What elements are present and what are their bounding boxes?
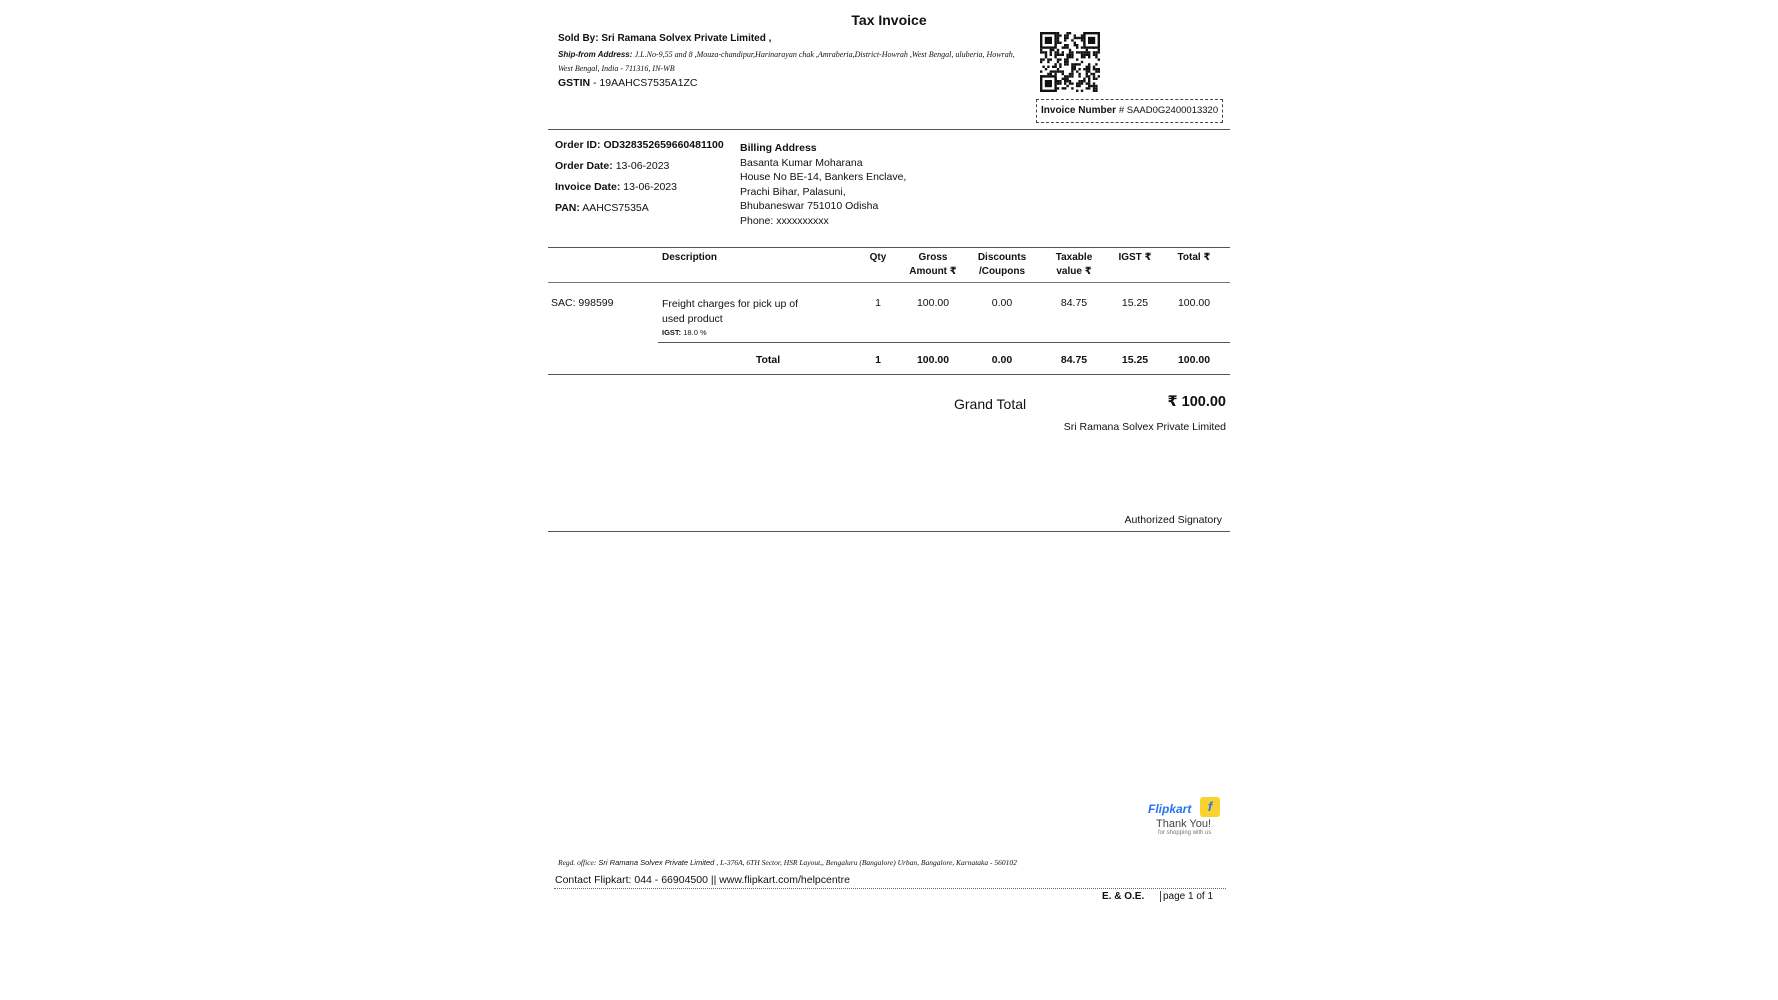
billing-line3: Bhubaneswar 751010 Odisha [740, 200, 879, 212]
signature-rule [548, 531, 1230, 532]
header-gross-line1: Gross [918, 252, 948, 263]
header-description: Description [662, 252, 718, 263]
regd-label: Regd. office: [558, 858, 597, 867]
billing-line2: Prachi Bihar, Palasuni, [740, 185, 846, 198]
eoe: E. & O.E. [1102, 891, 1145, 902]
header-igst: IGST ₹ [1118, 252, 1152, 263]
row-discount: 0.00 [991, 297, 1013, 309]
sold-by-label: Sold By: [558, 33, 599, 44]
header-qty: Qty [869, 252, 887, 263]
billing-name: Basanta Kumar Moharana [740, 156, 863, 169]
row-qty: 1 [875, 297, 881, 309]
gstin-label: GSTIN [558, 77, 591, 89]
row-gross: 100.00 [916, 297, 950, 309]
page-title: Tax Invoice [851, 12, 927, 28]
thank-you-sub: for shopping with us [1158, 830, 1212, 836]
flipkart-bag-icon: f [1200, 797, 1220, 817]
page-number: page 1 of 1 [1160, 891, 1213, 902]
order-date [555, 160, 669, 172]
ship-from-value: J.L.No-9,55 and 8 ,Mouza-chandipur,Harinarayan chak ,Amraberia,District-Howrah ,West Bengal, uluberia, Howrah, West Bengal, India - 711316, IN-WB [558, 50, 1015, 73]
invoice-page [548, 0, 1230, 1000]
row-sac: SAC: 998599 [551, 297, 614, 309]
brand-name: Flipkart [1148, 802, 1192, 816]
qr-code-icon [1040, 32, 1100, 92]
ship-from-address [558, 48, 1018, 76]
invoice-number-label: Invoice Number [1041, 105, 1117, 116]
gstin-value: - 19AAHCS7535A1ZC [593, 77, 698, 89]
totals-taxable: 84.75 [1060, 354, 1088, 366]
order-id-value: OD328352659660481100 [603, 139, 724, 151]
header-rule [548, 282, 1230, 283]
order-date-label: Order Date: [555, 160, 613, 172]
table-bottom-rule [548, 374, 1230, 375]
invoice-date [555, 181, 677, 193]
sold-by-value: Sri Ramana Solvex Private Limited , [601, 33, 772, 44]
header-taxable-value [1044, 251, 1104, 279]
invoice-date-label: Invoice Date: [555, 181, 621, 193]
thank-you: Thank You! [1156, 818, 1212, 830]
footer-rule [554, 888, 1226, 889]
totals-total: 100.00 [1177, 354, 1211, 366]
contact-flipkart: Contact Flipkart: 044 - 66904500 || www.flipkart.com/helpcentre [555, 874, 850, 886]
billing-phone: Phone: xxxxxxxxxx [740, 214, 829, 227]
invoice-date-value: 13-06-2023 [623, 181, 677, 193]
row-igst: 15.25 [1121, 297, 1149, 309]
order-id-label: Order ID: [555, 139, 601, 151]
totals-label: Total [755, 354, 781, 366]
row-taxable: 84.75 [1060, 297, 1088, 309]
header-discounts-line2: /Coupons [978, 266, 1026, 277]
totals-igst: 15.25 [1121, 354, 1149, 366]
regd-company: Sri Ramana Solvex Private Limited [598, 858, 715, 867]
ship-from-label: Ship-from Address: [558, 50, 633, 59]
registered-office [558, 858, 1017, 867]
billing-address [740, 141, 906, 228]
row-igst-note [662, 326, 798, 341]
gstin [558, 77, 697, 89]
row-description [662, 297, 798, 341]
header-discounts-line1: Discounts [977, 252, 1027, 263]
billing-line1: House No BE-14, Bankers Enclave, [740, 171, 907, 183]
table-top-rule [548, 247, 1230, 248]
authorized-signatory: Authorized Signatory [1124, 514, 1222, 526]
row-description-line1: Freight charges for pick up of [662, 298, 798, 310]
header-gross-amount [898, 251, 968, 279]
totals-gross: 100.00 [916, 354, 950, 366]
billing-heading: Billing Address [740, 142, 817, 154]
divider [548, 129, 1230, 130]
totals-discount: 0.00 [991, 354, 1013, 366]
order-date-value: 13-06-2023 [615, 160, 670, 172]
regd-address: , L-376A, 6TH Sector, HSR Layout,, Bengaluru (Bangalore) Urban, Bangalore, Karnataka - 560102 [716, 858, 1017, 867]
invoice-number-box [1036, 99, 1223, 123]
sold-by [558, 33, 771, 44]
order-id [555, 139, 724, 151]
totals-qty: 1 [875, 354, 881, 366]
signature-company: Sri Ramana Solvex Private Limited [1063, 421, 1226, 433]
grand-total-label: Grand Total [954, 396, 1027, 412]
pan-value: AAHCS7535A [582, 202, 649, 214]
invoice-number-value: # SAAD0G2400013320 [1118, 105, 1219, 116]
row-total: 100.00 [1177, 297, 1211, 309]
pan-label: PAN: [555, 202, 580, 214]
header-total: Total ₹ [1177, 252, 1211, 263]
row-igst-note-value: 18.0 % [683, 328, 707, 337]
totals-rule [658, 342, 1230, 343]
header-gross-line2: Amount ₹ [909, 266, 957, 277]
header-taxable-line2: value ₹ [1056, 266, 1092, 277]
row-description-line2: used product [662, 312, 723, 325]
row-igst-note-label: IGST: [662, 328, 682, 337]
header-taxable-line1: Taxable [1055, 252, 1093, 263]
grand-total-value: ₹ 100.00 [1167, 394, 1226, 410]
pan [555, 202, 649, 214]
header-discounts [968, 251, 1036, 279]
